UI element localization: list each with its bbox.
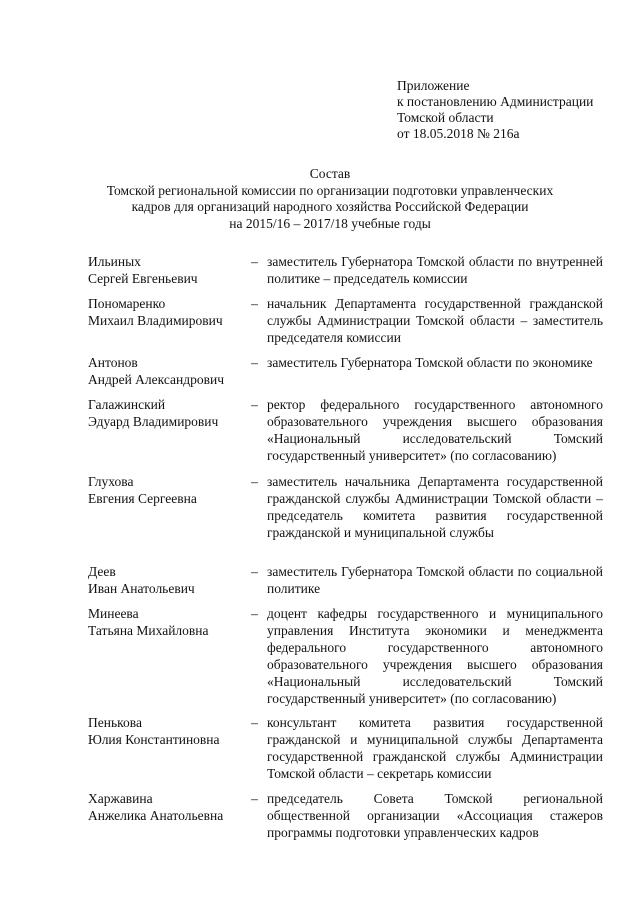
member-surname: Минеева <box>88 606 139 621</box>
member-role: председатель Совета Томской региональной общественной организации «Ассоциация стажеров программы подготовки управленческих кадров <box>267 791 603 840</box>
member-names <box>88 396 248 430</box>
member-names <box>88 714 248 748</box>
member-dash: – <box>251 474 258 489</box>
member-dash: – <box>251 355 258 370</box>
member-dash: – <box>251 296 258 311</box>
member-given-name: Иван Анатольевич <box>88 581 195 596</box>
member-dash: – <box>251 254 258 269</box>
member-dash: – <box>251 606 258 621</box>
member-given-name: Татьяна Михайловна <box>88 623 209 638</box>
member-role: заместитель начальника Департамента государственной гражданской службы Администрации Томской области – председатель комитета развития государственной гражданской и муниципальной службы <box>267 474 603 540</box>
member-surname: Ильиных <box>88 254 141 269</box>
member-names <box>88 295 248 329</box>
member-surname: Пенькова <box>88 715 142 730</box>
member-given-name: Юлия Константиновна <box>88 732 220 747</box>
appendix-label: Приложение <box>397 78 470 93</box>
member-names <box>88 605 248 639</box>
member-role: ректор федерального государственного автономного образовательного учреждения высшего образования «Национальный исследовательский Томский государственный университет» (по согласованию) <box>267 397 603 463</box>
member-surname: Пономаренко <box>88 296 166 311</box>
member-given-name: Евгения Сергеевна <box>88 491 197 506</box>
appendix-header <box>397 78 593 142</box>
member-names <box>88 563 248 597</box>
member-role: доцент кафедры государственного и муниципального управления Института экономики и менеджмента федерального государственного автономного образовательного учреждения высшего образования «Национальный исследовательский Томский государственный университет» (по согласованию) <box>267 606 603 706</box>
member-given-name: Андрей Александрович <box>88 372 225 387</box>
member-surname: Деев <box>88 564 116 579</box>
member-surname: Харжавина <box>88 791 153 806</box>
member-surname: Галажинский <box>88 397 166 412</box>
member-names <box>88 253 248 287</box>
member-dash: – <box>251 715 258 730</box>
member-role: заместитель Губернатора Томской области по социальной политике <box>267 564 603 596</box>
member-given-name: Эдуард Владимирович <box>88 414 219 429</box>
member-role: заместитель Губернатора Томской области по внутренней политике – председатель комиссии <box>267 254 603 286</box>
member-role: консультант комитета развития государственной гражданской и муниципальной службы Департамента государственной гражданской службы Администрации Томской области – секретарь комиссии <box>267 715 603 781</box>
member-surname: Глухова <box>88 474 134 489</box>
title-line-years: на 2015/16 – 2017/18 учебные годы <box>229 215 431 231</box>
member-surname: Антонов <box>88 355 138 370</box>
member-given-name: Михаил Владимирович <box>88 313 223 328</box>
member-names <box>88 473 248 507</box>
member-dash: – <box>251 791 258 806</box>
member-names <box>88 354 248 388</box>
appendix-resolution: к постановлению Администрации <box>397 94 594 109</box>
title-line-commission: Томской региональной комиссии по организации подготовки управленческих <box>106 182 554 198</box>
title-heading: Состав <box>309 166 351 181</box>
member-dash: – <box>251 564 258 579</box>
member-role: начальник Департамента государственной гражданской службы Администрации Томской области – заместитель председателя комиссии <box>267 296 603 345</box>
document-title <box>60 166 600 232</box>
appendix-region: Томской области <box>397 110 494 125</box>
member-given-name: Анжелика Анатольевна <box>88 808 224 823</box>
member-given-name: Сергей Евгеньевич <box>88 271 198 286</box>
member-names <box>88 790 248 824</box>
appendix-date-number: от 18.05.2018 № 216а <box>397 126 520 141</box>
title-line-organizations: кадров для организаций народного хозяйства Российской Федерации <box>131 199 529 214</box>
member-role: заместитель Губернатора Томской области по экономике <box>267 355 593 370</box>
member-dash: – <box>251 397 258 412</box>
